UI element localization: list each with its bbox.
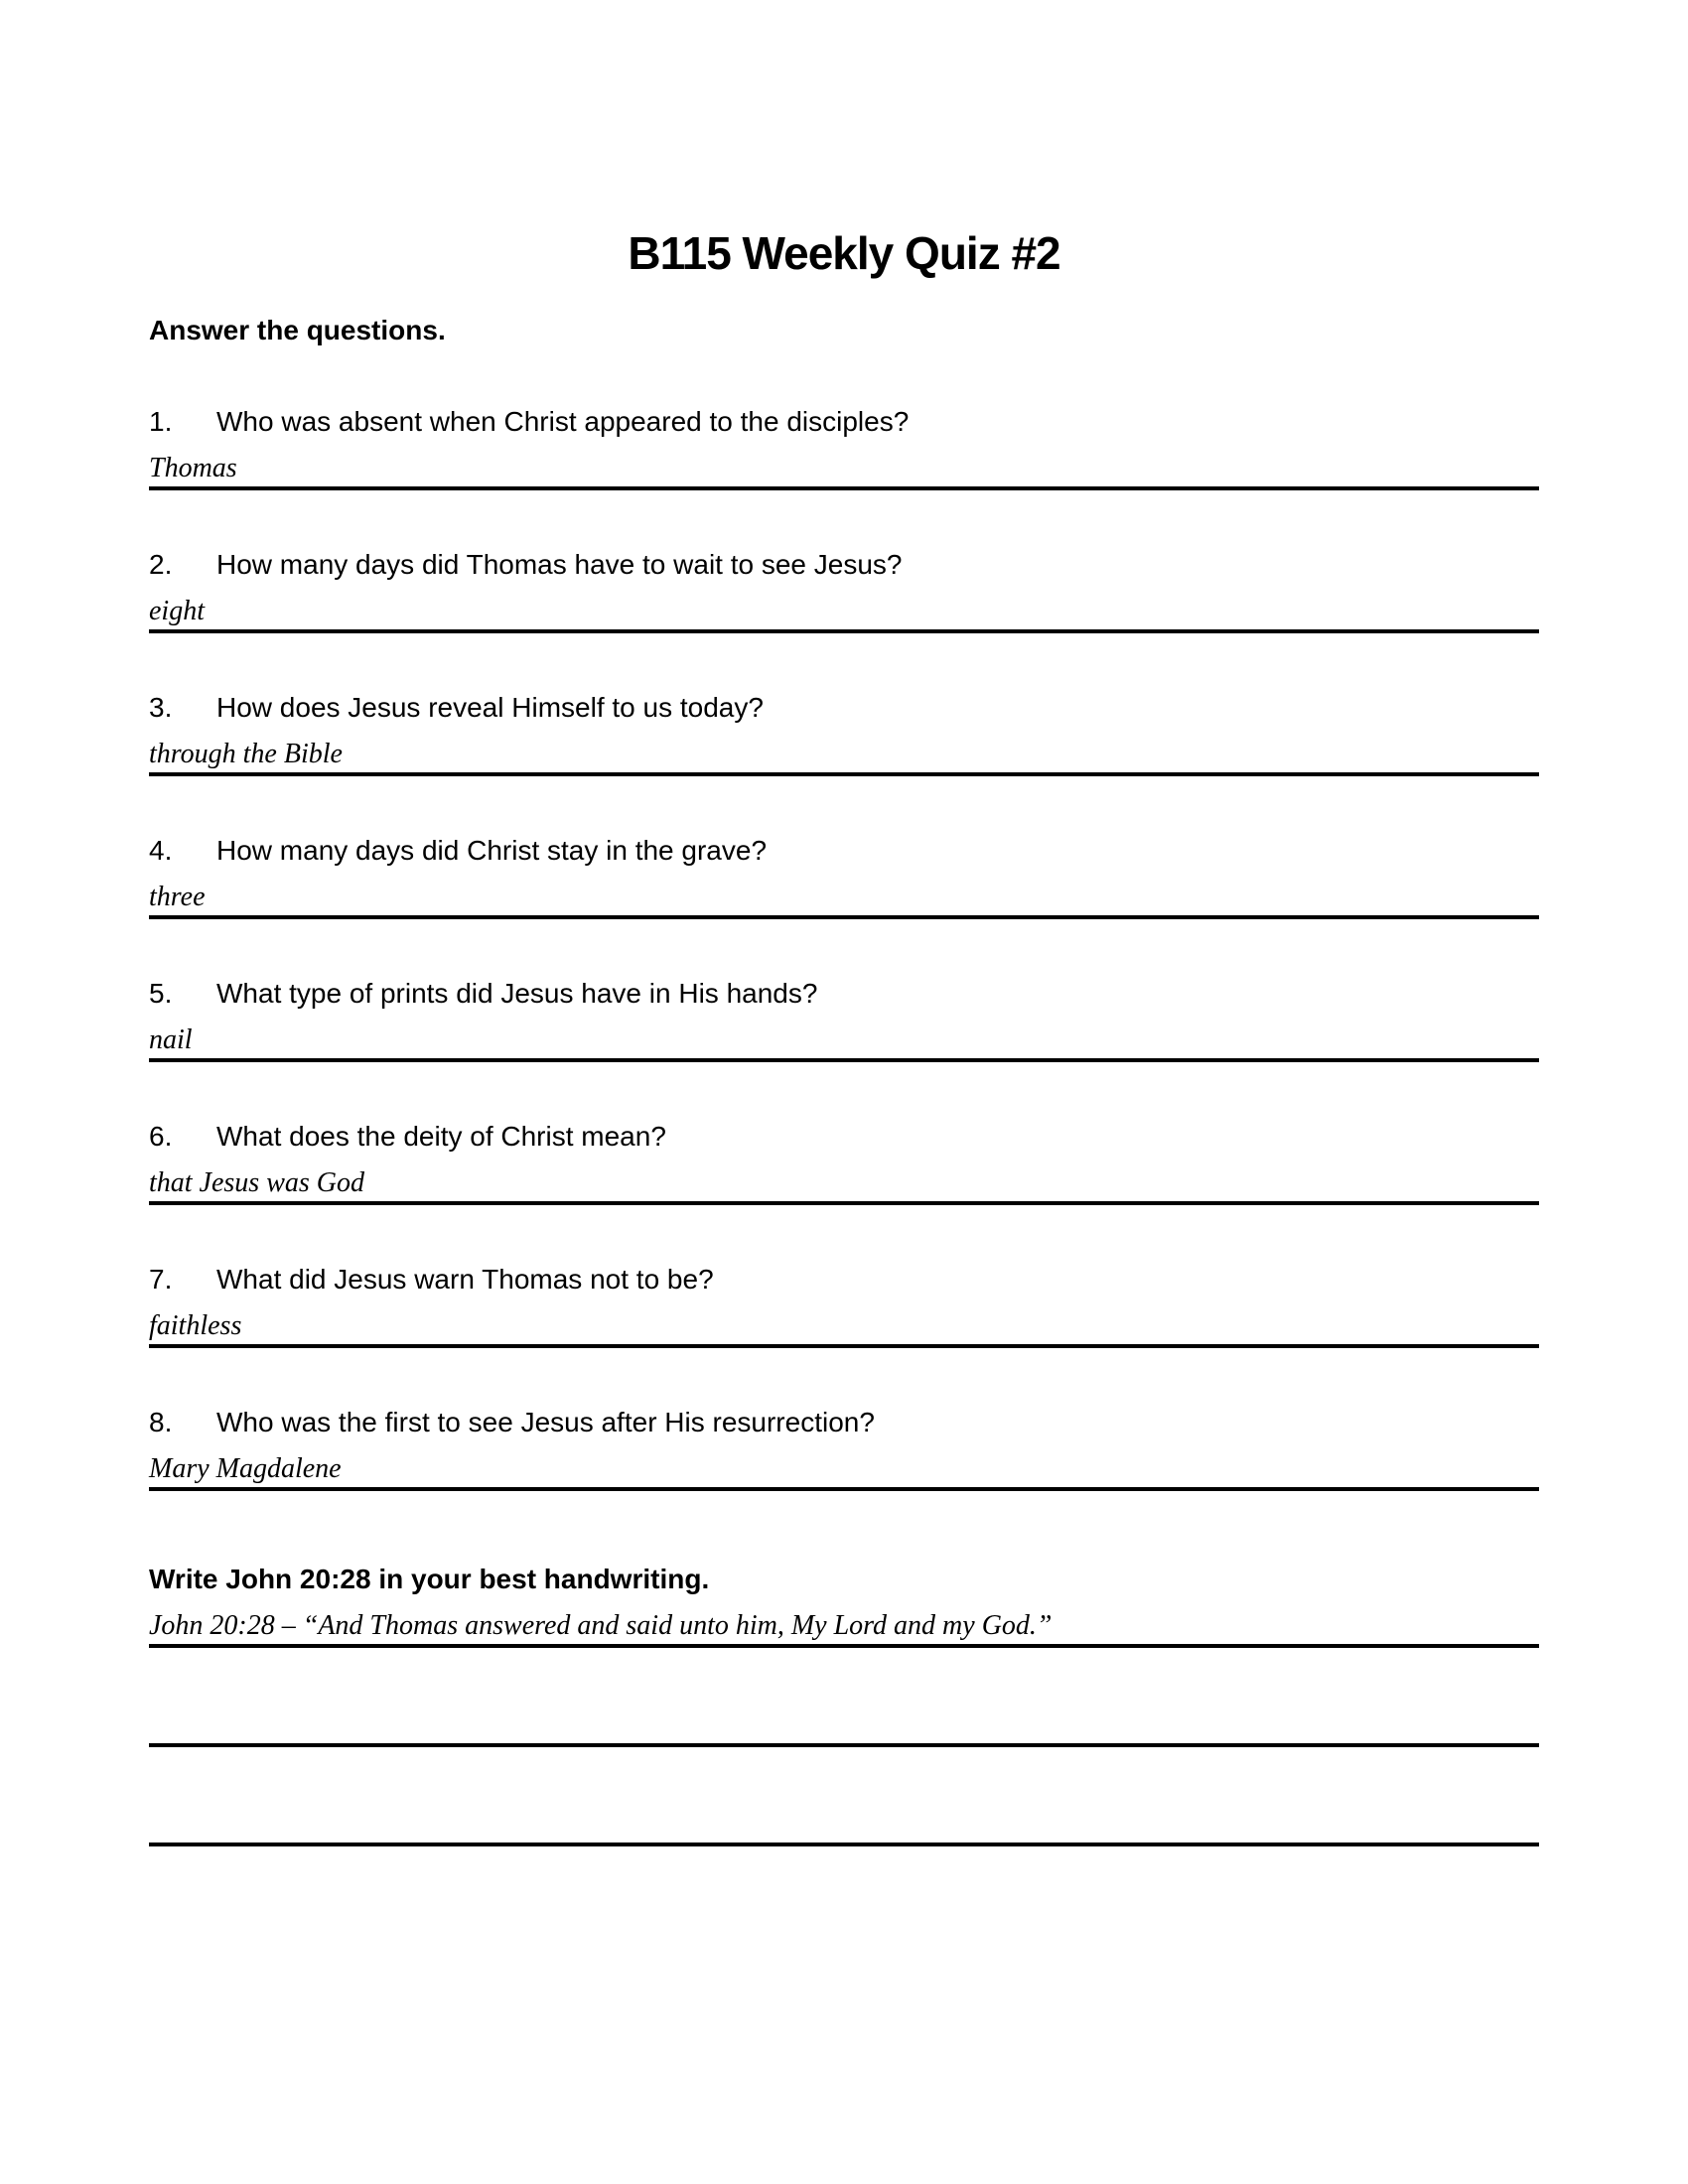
question-number: 1. <box>149 406 173 437</box>
question-text: How many days did Thomas have to wait to see Jesus? <box>216 549 903 580</box>
blank-answer-line <box>149 1747 1539 1846</box>
answer-line <box>149 596 1539 633</box>
question-block <box>149 405 1539 490</box>
answer-text: nail <box>149 1024 193 1055</box>
answer-line <box>149 1167 1539 1205</box>
answer-text: faithless <box>149 1310 242 1341</box>
handwriting-prompt: Write John 20:28 in your best handwriting. <box>149 1564 710 1594</box>
question-block <box>149 1120 1539 1205</box>
question-number: 7. <box>149 1264 173 1295</box>
question-block <box>149 548 1539 633</box>
question-block <box>149 1406 1539 1491</box>
answer-line <box>149 739 1539 776</box>
question-block <box>149 691 1539 776</box>
answer-line <box>149 1024 1539 1062</box>
answer-line <box>149 1310 1539 1348</box>
blank-answer-line <box>149 1648 1539 1747</box>
questions-list <box>149 405 1539 1491</box>
question-text: What does the deity of Christ mean? <box>216 1121 666 1152</box>
answer-text: Mary Magdalene <box>149 1453 342 1484</box>
page-title: B115 Weekly Quiz #2 <box>628 227 1060 279</box>
question-text: How does Jesus reveal Himself to us today? <box>216 692 764 723</box>
question-row <box>149 834 1539 868</box>
question-number: 3. <box>149 692 173 723</box>
question-block <box>149 977 1539 1062</box>
question-row <box>149 405 1539 439</box>
question-number: 4. <box>149 835 173 866</box>
answer-line <box>149 453 1539 490</box>
question-block <box>149 834 1539 919</box>
blank-lines <box>149 1648 1539 1846</box>
question-text: Who was absent when Christ appeared to the disciples? <box>216 406 910 437</box>
answer-text: through the Bible <box>149 739 343 769</box>
answer-text: that Jesus was God <box>149 1167 364 1198</box>
handwriting-answer-line <box>149 1610 1539 1648</box>
question-text: What type of prints did Jesus have in His hands? <box>216 978 818 1009</box>
question-row <box>149 1406 1539 1439</box>
question-row <box>149 977 1539 1011</box>
answer-text: eight <box>149 596 205 626</box>
question-row <box>149 1263 1539 1297</box>
question-row <box>149 1120 1539 1154</box>
answer-line <box>149 882 1539 919</box>
question-text: What did Jesus warn Thomas not to be? <box>216 1264 714 1295</box>
instructions-label: Answer the questions. <box>149 315 446 345</box>
answer-text: three <box>149 882 206 912</box>
question-text: How many days did Christ stay in the grave? <box>216 835 768 866</box>
handwriting-answer-text: John 20:28 – “And Thomas answered and said unto him, My Lord and my God.” <box>149 1610 1053 1641</box>
answer-text: Thomas <box>149 453 237 483</box>
quiz-content <box>149 314 1539 1846</box>
question-number: 5. <box>149 978 173 1009</box>
question-text: Who was the first to see Jesus after His resurrection? <box>216 1407 875 1437</box>
question-row <box>149 691 1539 725</box>
question-number: 6. <box>149 1121 173 1152</box>
question-number: 2. <box>149 549 173 580</box>
question-row <box>149 548 1539 582</box>
answer-line <box>149 1453 1539 1491</box>
question-block <box>149 1263 1539 1348</box>
question-number: 8. <box>149 1407 173 1437</box>
